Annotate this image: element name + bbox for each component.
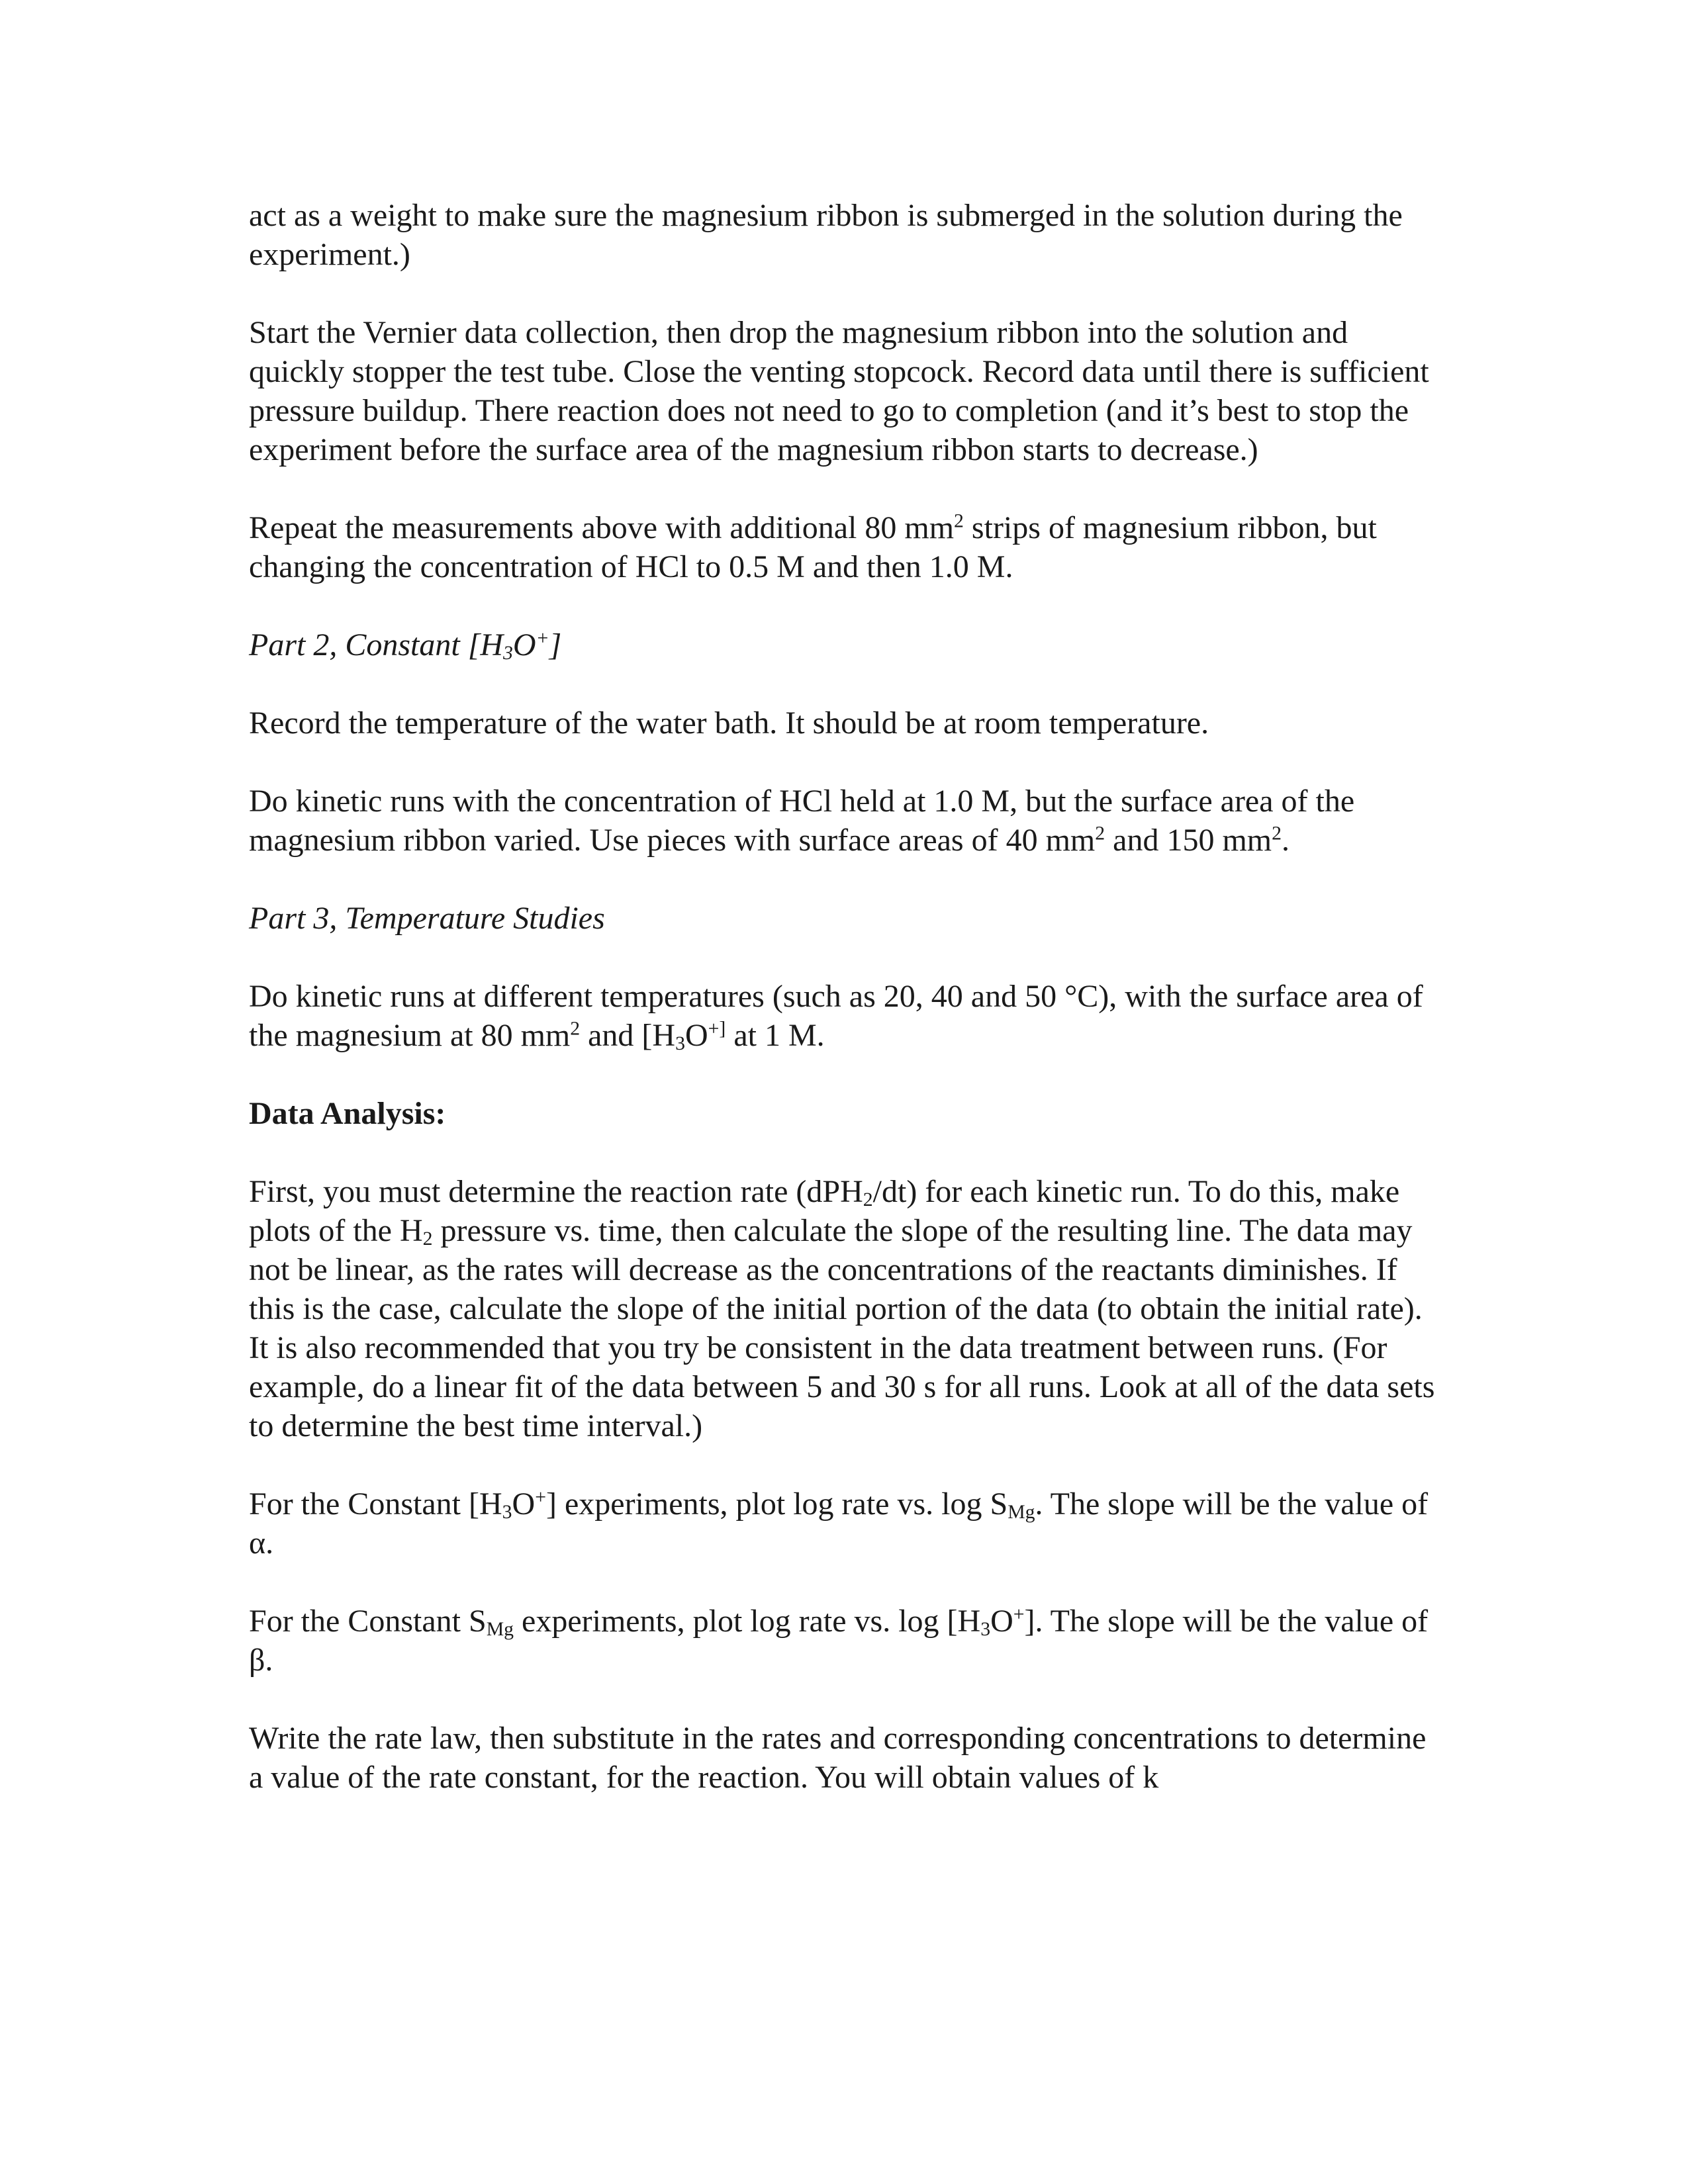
paragraph-weight-note: act as a weight to make sure the magnesium ribbon is submerged in the solution during the experiment.) xyxy=(249,198,1403,272)
paragraph-constant-h3o: For the Constant $[H_3O^+]$ experiments, plot log rate vs. $\log S_{Mg}$. The slope will be the value of α. xyxy=(249,1486,1429,1561)
paragraph-repeat-measurements: Repeat the measurements above with additional 80 $mm^2$ strips of magnesium ribbon, but changing the concentration of HCl to 0.5 M and then 1.0 M. xyxy=(249,510,1377,584)
paragraph-record-temperature: Record the temperature of the water bath. It should be at room temperature. xyxy=(249,705,1209,741)
paragraph-rate-law: Write the rate law, then substitute in the rates and corresponding concentrations to determine a value of the rate constant, for the reaction. You will obtain values of k xyxy=(249,1721,1427,1795)
paragraph-constant-smg: For the Constant $S_{Mg}$ experiments, plot log rate vs. $\log [H_3O^+]$. The slope will be the value of β. xyxy=(249,1603,1429,1678)
document-page xyxy=(249,196,1440,1836)
paragraph-kinetic-runs-surface: Do kinetic runs with the concentration of HCl held at 1.0 M, but the surface area of the magnesium ribbon varied. Use pieces with surface areas of 40 $mm^2$ and 150 $mm^2$. xyxy=(249,784,1355,858)
paragraph-start-collection: Start the Vernier data collection, then drop the magnesium ribbon into the solution and quickly stopper the test tube. Close the venting stopcock. Record data until there is sufficient pressure buildup. There reaction does not need to go to completion (and it’s best to stop the experiment before the surface area of the magnesium ribbon starts to decrease.) xyxy=(249,315,1429,467)
heading-part-2: Part 2, Constant $[H_3O^+]$ xyxy=(249,627,562,664)
heading-part-3: Part 3, Temperature Studies xyxy=(249,901,605,936)
heading-data-analysis: Data Analysis: xyxy=(249,1096,446,1131)
paragraph-kinetic-runs-temperature: Do kinetic runs at different temperatures (such as 20, 40 and 50 °C), with the surface area of the magnesium at 80 $mm^2$ and [$H_3O^{+]}$ at 1 M. xyxy=(249,979,1423,1054)
paragraph-reaction-rate: First, you must determine the reaction rate (dPH$_2$/dt) for each kinetic run. To do this, make plots of the $H_2$ pressure vs. time, then calculate the slope of the resulting line. The data may not be linear, as the rates will decrease as the concentrations of the reactants diminishes. If this is the case, calculate the slope of the initial portion of the data (to obtain the initial rate). It is also recommended that you try be consistent in the data treatment between runs. (For example, do a linear fit of the data between 5 and 30 s for all runs. Look at all of the data sets to determine the best time interval.) xyxy=(249,1174,1435,1443)
